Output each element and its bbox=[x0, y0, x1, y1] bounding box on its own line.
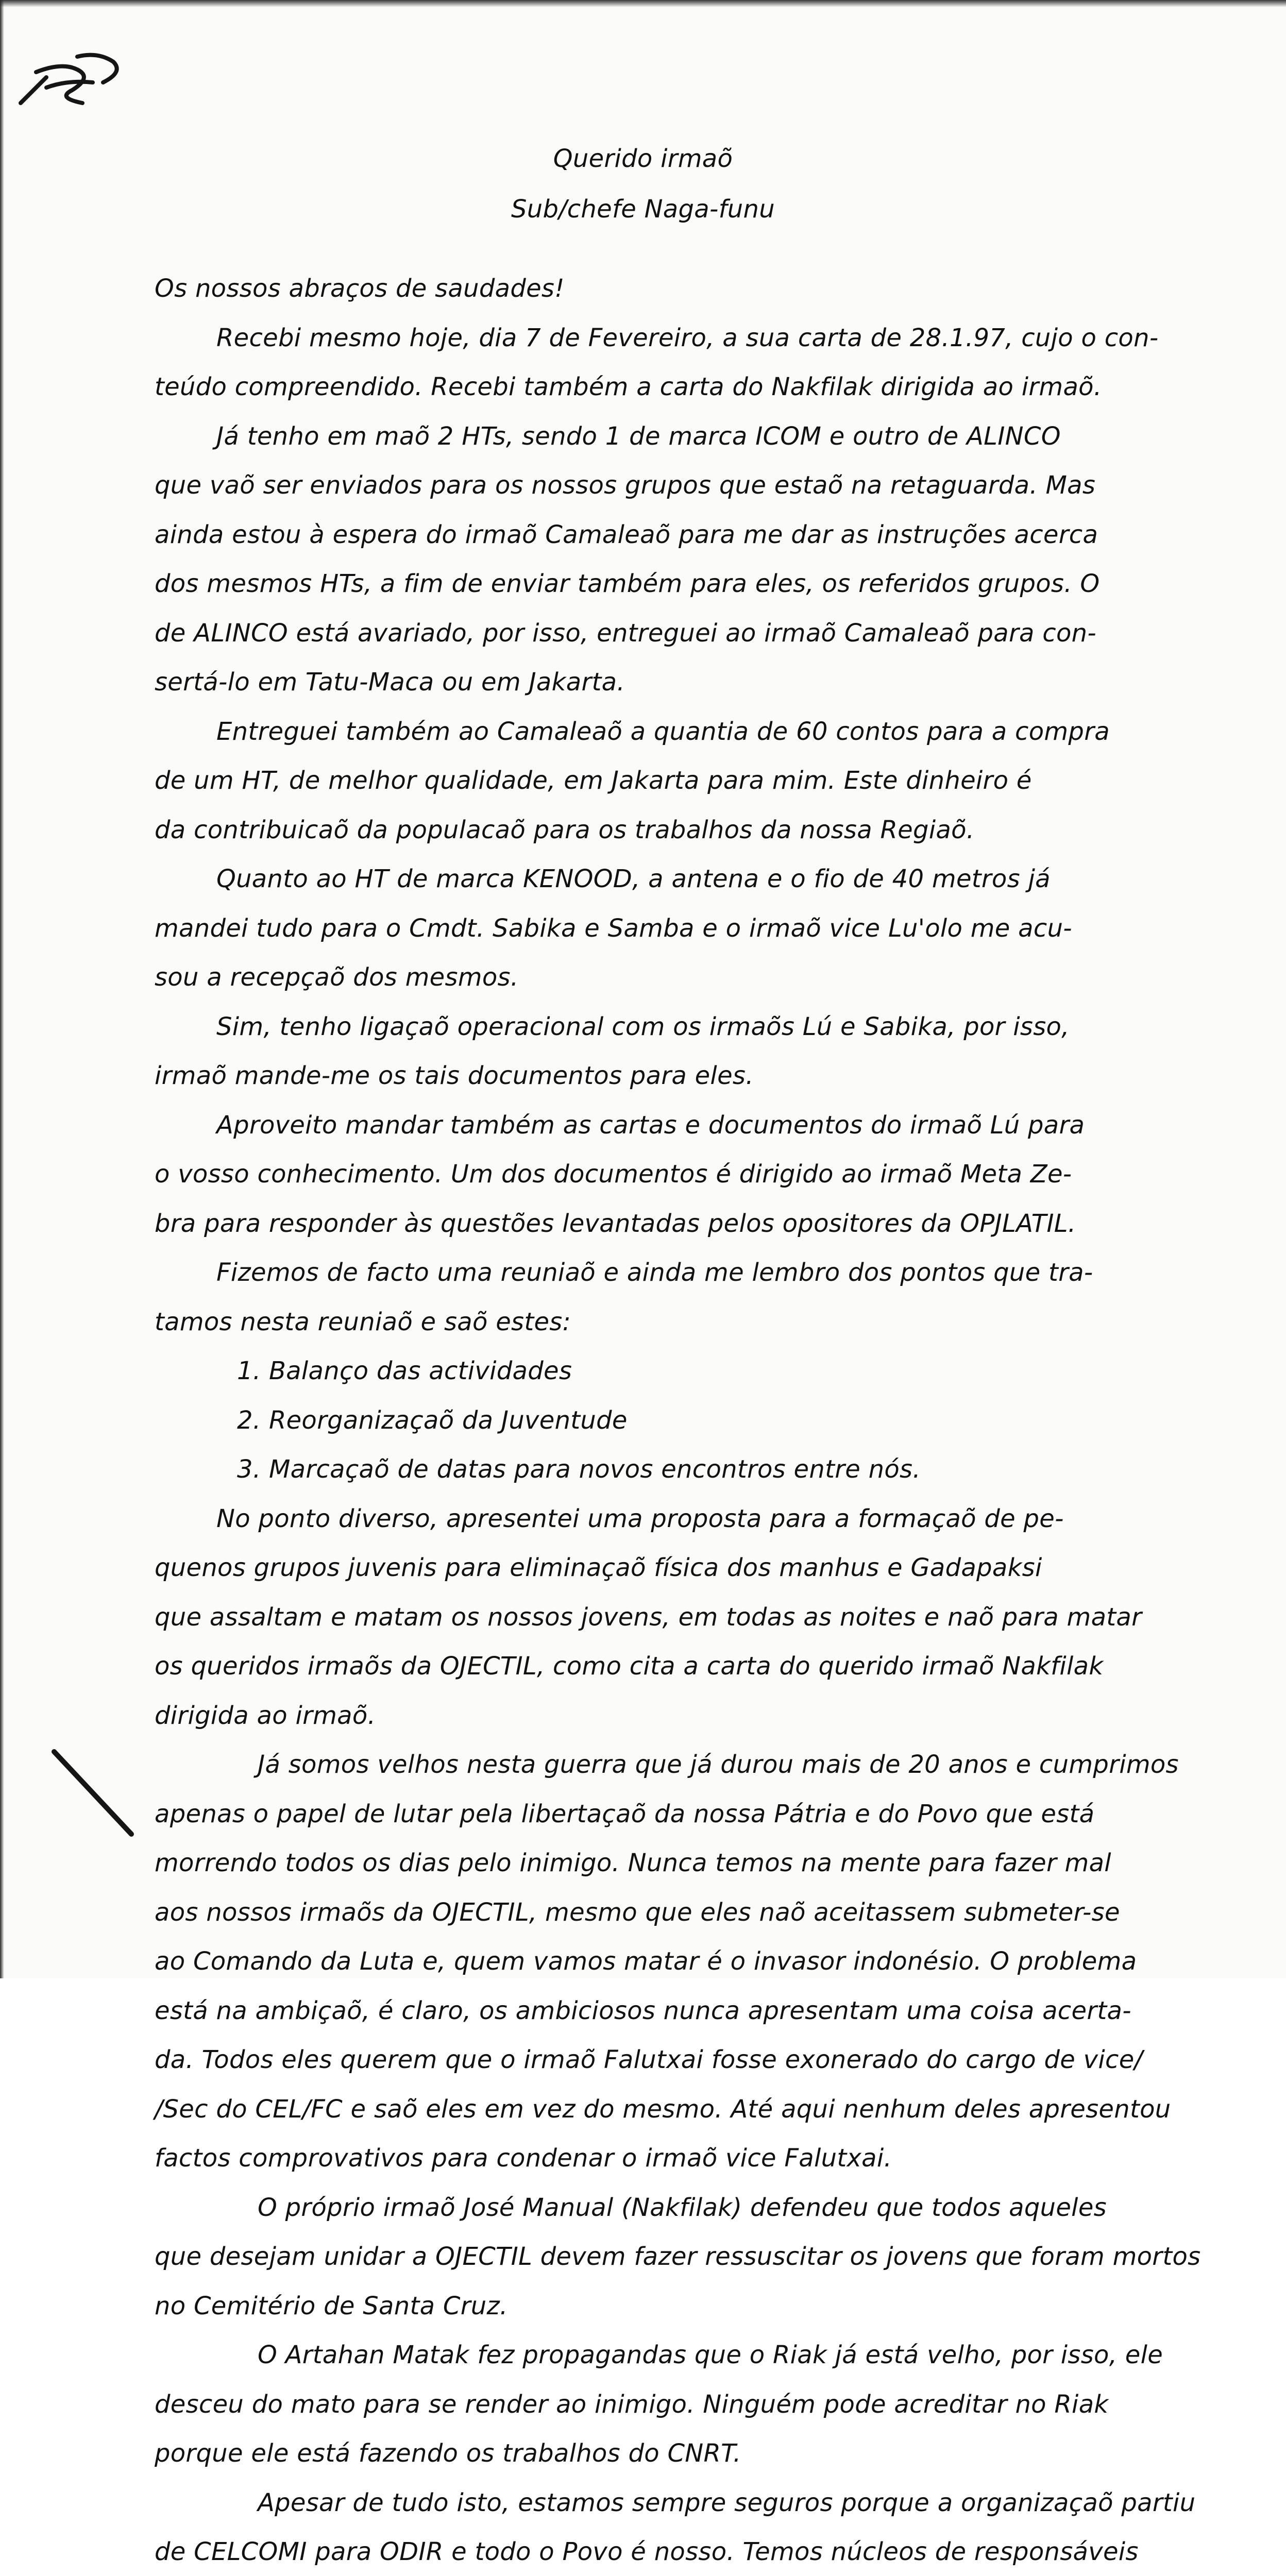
letter-line: no Cemitério de Santa Cruz. bbox=[155, 2291, 508, 2320]
letter-line: os queridos irmaõs da OJECTIL, como cita a carta do querido irmaõ Nakfilak bbox=[155, 1652, 1104, 1681]
letter-line: que vaõ ser enviados para os nossos grupos que estaõ na retaguarda. Mas bbox=[155, 471, 1096, 500]
letter-line: Apesar de tudo isto, estamos sempre seguros porque a organizaçaõ partiu bbox=[258, 2488, 1196, 2517]
salutation-line-2: Sub/chefe Naga-funu bbox=[511, 195, 775, 224]
salutation-line-1: Querido irmaõ bbox=[553, 144, 733, 173]
letter-line: Quanto ao HT de marca KENOOD, a antena e o fio de 40 metros já bbox=[216, 865, 1051, 893]
letter-line: Os nossos abraços de saudades! bbox=[155, 274, 565, 303]
letter-line: ainda estou à espera do irmaõ Camaleaõ para me dar as instruções acerca bbox=[155, 520, 1098, 549]
letter-line: sertá-lo em Tatu-Maca ou em Jakarta. bbox=[155, 668, 625, 697]
letter-line: ao Comando da Luta e, quem vamos matar é o invasor indonésio. O problema bbox=[155, 1947, 1137, 1976]
letter-line: No ponto diverso, apresentei uma proposta para a formaçaõ de pe- bbox=[216, 1504, 1064, 1533]
agenda-item: 3. Marcaçaõ de datas para novos encontros entre nós. bbox=[237, 1455, 921, 1484]
agenda-item: 1. Balanço das actividades bbox=[237, 1357, 572, 1385]
letter-line: dos mesmos HTs, a fim de enviar também para eles, os referidos grupos. O bbox=[155, 569, 1100, 598]
letter-line: mandei tudo para o Cmdt. Sabika e Samba e o irmaõ vice Lu'olo me acu- bbox=[155, 913, 1072, 943]
letter-line: Entreguei também ao Camaleaõ a quantia de 60 contos para a compra bbox=[216, 717, 1110, 746]
letter-line: Fizemos de facto uma reuniaõ e ainda me lembro dos pontos que tra- bbox=[216, 1258, 1093, 1287]
letter-line: da contribuicaõ da populacaõ para os trabalhos da nossa Regiaõ. bbox=[155, 815, 975, 844]
letter-line: está na ambiçaõ, é claro, os ambiciosos nunca apresentam uma coisa acerta- bbox=[155, 1996, 1131, 2025]
letter-line: O próprio irmaõ José Manual (Nakfilak) defendeu que todos aqueles bbox=[258, 2193, 1107, 2222]
letter-line: O Artahan Matak fez propagandas que o Riak já está velho, por isso, ele bbox=[258, 2341, 1163, 2369]
letter-line: Recebi mesmo hoje, dia 7 de Fevereiro, a sua carta de 28.1.97, cujo o con- bbox=[216, 323, 1159, 352]
letter-line: tamos nesta reuniaõ e saõ estes: bbox=[155, 1307, 571, 1336]
letter-line: factos comprovativos para condenar o irmaõ vice Falutxai. bbox=[155, 2144, 892, 2173]
letter-line: que assaltam e matam os nossos jovens, em todas as noites e naõ para matar bbox=[155, 1602, 1142, 1632]
agenda-item: 2. Reorganizaçaõ da Juventude bbox=[237, 1405, 628, 1435]
corner-scribble-mark bbox=[15, 41, 134, 113]
letter-line: que desejam unidar a OJECTIL devem fazer ressuscitar os jovens que foram mortos bbox=[155, 2242, 1201, 2271]
letter-line: quenos grupos juvenis para eliminaçaõ física dos manhus e Gadapaksi bbox=[155, 1553, 1042, 1582]
letter-line: aos nossos irmaõs da OJECTIL, mesmo que eles naõ aceitassem submeter-se bbox=[155, 1897, 1120, 1927]
letter-line: Já tenho em maõ 2 HTs, sendo 1 de marca ICOM e outro de ALINCO bbox=[216, 421, 1061, 451]
letter-line: morrendo todos os dias pelo inimigo. Nunca temos na mente para fazer mal bbox=[155, 1849, 1111, 1877]
letter-line: da. Todos eles querem que o irmaõ Falutxai fosse exonerado do cargo de vice/ bbox=[155, 2045, 1143, 2074]
letter-line: porque ele está fazendo os trabalhos do CNRT. bbox=[155, 2439, 741, 2468]
letter-line: desceu do mato para se render ao inimigo. Ninguém pode acreditar no Riak bbox=[155, 2389, 1109, 2419]
letter-line: Já somos velhos nesta guerra que já durou mais de 20 anos e cumprimos bbox=[258, 1750, 1179, 1779]
letter-line: dirigida ao irmaõ. bbox=[155, 1701, 376, 1730]
letter-line: irmaõ mande-me os tais documentos para eles. bbox=[155, 1061, 754, 1090]
letter-line: de um HT, de melhor qualidade, em Jakarta para mim. Este dinheiro é bbox=[155, 766, 1032, 795]
letter-line: teúdo compreendido. Recebi também a carta do Nakfilak dirigida ao irmaõ. bbox=[155, 372, 1102, 401]
letter-line: o vosso conhecimento. Um dos documentos é dirigido ao irmaõ Meta Ze- bbox=[155, 1160, 1072, 1189]
letter-line: de ALINCO está avariado, por isso, entreguei ao irmaõ Camaleaõ para con- bbox=[155, 618, 1096, 648]
scan-border-top bbox=[0, 0, 1286, 7]
letter-line: /Sec do CEL/FC e saõ eles em vez do mesmo. Até aqui nenhum deles apresentou bbox=[155, 2094, 1171, 2124]
letter-line: apenas o papel de lutar pela libertaçaõ da nossa Pátria e do Povo que está bbox=[155, 1799, 1095, 1828]
margin-stroke-mark bbox=[46, 1741, 139, 1844]
letter-line: sou a recepçaõ dos mesmos. bbox=[155, 963, 519, 992]
letter-body bbox=[155, 268, 1206, 2576]
letter-line: Aproveito mandar também as cartas e documentos do irmaõ Lú para bbox=[216, 1110, 1085, 1140]
letter-line: de CELCOMI para ODIR e todo o Povo é nosso. Temos núcleos de responsáveis bbox=[155, 2537, 1139, 2566]
letter-line: bra para responder às questões levantadas pelos opositores da OPJLATIL. bbox=[155, 1209, 1076, 1238]
letter-line: Sim, tenho ligaçaõ operacional com os irmaõs Lú e Sabika, por isso, bbox=[216, 1012, 1070, 1041]
scan-border-left bbox=[0, 0, 4, 1978]
